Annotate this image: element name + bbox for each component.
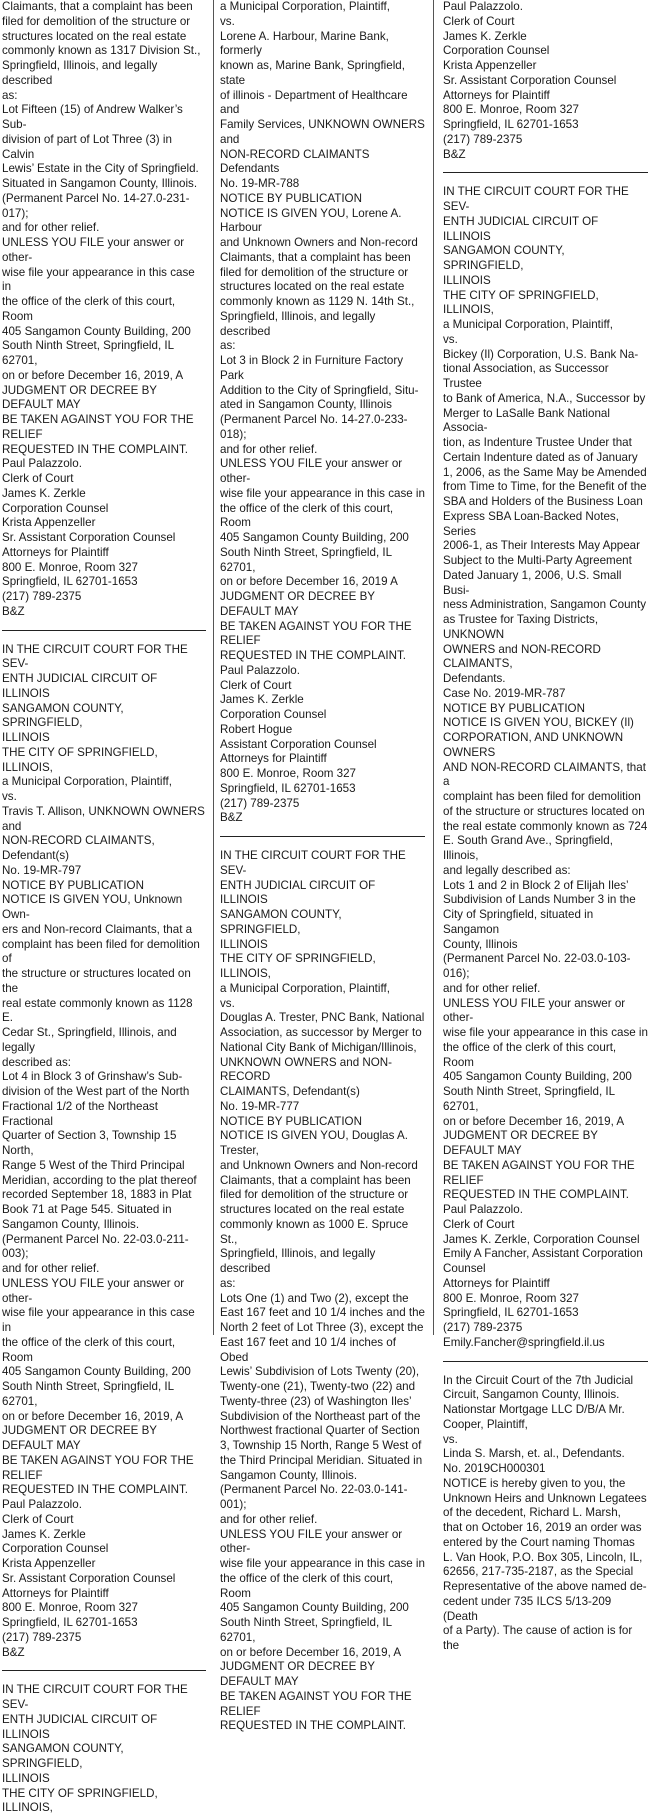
column-divider bbox=[213, 0, 214, 1335]
notice-text: a Municipal Corporation, Plaintiff, vs. Lorene A. Harbour, Marine Bank, formerly known as, Marine Bank, Springfield, state of illinois - Department of Healthcare and Family Services, UNKNOWN OWNERS and NON-RECORD CLAIMANTS Defendants No. 19-MR-788 NOTICE BY PUBLICATION NOTICE IS GIVEN YOU, Lorene A. Harbour and Unknown Owners and Non-record Claimants, that a complaint has been filed for demolition of the structure or structures located on the real estate commonly known as 1129 N. 14th St., Springfield, Illinois, and legally described as: Lot 3 in Block 2 in Furniture Factory Park Addition to the City of Springfield, Situ- ated in Sangamon County, Illinois (Permanent Parcel No. 14-27.0-233- 018); and for other relief. UNLESS YOU FILE your answer or other- wise file your appearance in this case in the office of the clerk of this court, Room 405 Sangamon County Building, 200 South Ninth Street, Springfield, IL 62701, on or before December 16, 2019 A JUDGMENT OR DECREE BY DEFAULT MAY BE TAKEN AGAINST YOU FOR THE RELIEF REQUESTED IN THE COMPLAINT. Paul Palazzolo. Clerk of Court James K. Zerkle Corporation Counsel Robert Hogue Assistant Corporation Counsel Attorneys for Plaintiff 800 E. Monroe, Room 327 Springfield, IL 62701-1653 (217) 789-2375 B&Z bbox=[220, 0, 425, 825]
notice-text: IN THE CIRCUIT COURT FOR THE SEV- ENTH JUDICIAL CIRCUIT OF ILLINOIS SANGAMON COUNTY, SPRINGFIELD, ILLINOIS THE CITY OF SPRINGFIELD, ILLINOIS, a Municipal Corporation, Plaintiff, vs. Bickey (Il) Corporation, U.S. Bank Na- tional Association, as Successor Trustee to Bank of America, N.A., Successor by Merger to LaSalle Bank National Associa- tion, as Indenture Trustee Under that Certain Indenture dated as of January 1, 2006, as the Same May be Amended from Time to Time, for the Benefit of the SBA and Holders of the Business Loan Express SBA Loan-Backed Notes, Series 2006-1, as Their Interests May Appear Subject to the Multi-Party Agreement Dated January 1, 2006, U.S. Small Busi- ness Administration, Sangamon County as Trustee for Taxing Districts, UNKNOWN OWNERS and NON-RECORD CLAIMANTS, Defendants. Case No. 2019-MR-787 NOTICE BY PUBLICATION NOTICE IS GIVEN YOU, BICKEY (Il) CORPORATION, AND UNKNOWN OWNERS AND NON-RECORD CLAIMANTS, that a complaint has been filed for demolition of the structure or structures located on the real estate commonly known as 724 E. South Grand Ave., Springfield, Illinois, and legally described as: Lots 1 and 2 in Block 2 of Elijah Iles’ Subdivision of Lands Number 3 in the City of Springfield, situated in Sangamon County, Illinois (Permanent Parcel No. 22-03.0-103- 016); and for other relief. UNLESS YOU FILE your answer or other- wise file your appearance in this case in the office of the clerk of this court, Room 405 Sangamon County Building, 200 South Ninth Street, Springfield, IL 62701, on or before December 16, 2019, A JUDGMENT OR DECREE BY DEFAULT MAY BE TAKEN AGAINST YOU FOR THE RELIEF REQUESTED IN THE COMPLAINT. Paul Palazzolo. Clerk of Court James K. Zerkle, Corporation Counsel Emily A Fancher, Assistant Corporation Counsel Attorneys for Plaintiff 800 E. Monroe, Room 327 Springfield, IL 62701-1653 (217) 789-2375 Emily.Fancher@springfield.il.us bbox=[443, 185, 648, 1349]
notice-text: IN THE CIRCUIT COURT FOR THE SEV- ENTH JUDICIAL CIRCUIT OF ILLINOIS SANGAMON COUNTY, SPRINGFIELD, ILLINOIS THE CITY OF SPRINGFIELD, ILLINOIS, bbox=[2, 1683, 188, 1815]
notice-separator bbox=[443, 172, 648, 173]
notice-2019ch000301 bbox=[443, 1374, 648, 1654]
notice-separator bbox=[2, 1670, 206, 1671]
notice-text: Paul Palazzolo. Clerk of Court James K. Zerkle Corporation Counsel Krista Appenzeller Sr. Assistant Corporation Counsel Attorneys for Plaintiff 800 E. Monroe, Room 327 Springfield, IL 62701-1653 (217) 789-2375 B&Z bbox=[443, 0, 617, 161]
notice-text: In the Circuit Court of the 7th Judicial Circuit, Sangamon County, Illinois. Nationstar Mortgage LLC D/B/A Mr. Cooper, Plaintiff, vs. Linda S. Marsh, et. al., Defendants. No. 2019CH000301 NOTICE is hereby given to you, the Unknown Heirs and Unknown Legatees of the decedent, Richard L. Marsh, that on October 16, 2019 an order was entered by the Court naming Thomas L. Van Hook, P.O. Box 305, Lincoln, IL, 62656, 217-735-2187, as the Special Representative of the above named de- cedent under 735 ILCS 5/13-209 (Death of a Party). The cause of action is for the bbox=[443, 1373, 647, 1652]
notice-separator bbox=[220, 836, 425, 837]
notice-continued-1317-division bbox=[2, 0, 206, 620]
column-3 bbox=[443, 0, 648, 1652]
notice-2019-mr-787 bbox=[443, 185, 648, 1350]
column-1 bbox=[2, 0, 206, 1815]
notice-text: IN THE CIRCUIT COURT FOR THE SEV- ENTH JUDICIAL CIRCUIT OF ILLINOIS SANGAMON COUNTY, SPRINGFIELD, ILLINOIS THE CITY OF SPRINGFIELD, ILLINOIS, a Municipal Corporation, Plaintiff, vs. Travis T. Allison, UNKNOWN OWNERS and NON-RECORD CLAIMANTS, Defendant(s) No. 19-MR-797 NOTICE BY PUBLICATION NOTICE IS GIVEN YOU, Unknown Own- ers and Non-record Claimants, that a complaint has been filed for demolition of the structure or structures located on the real estate commonly known as 1128 E. Cedar St., Springfield, Illinois, and legally described as: Lot 4 in Block 3 of Grinshaw’s Sub- division of the West part of the North Fractional 1/2 of the Northeast Fractional Quarter of Section 3, Township 15 North, Range 5 West of the Third Principal Meridian, according to the plat thereof recorded September 18, 1883 in Plat Book 71 at Page 545. Situated in Sangamon County, Illinois. (Permanent Parcel No. 22-03.0-211- 003); and for other relief. UNLESS YOU FILE your answer or other- wise file your appearance in this case in the office of the clerk of this court, Room 405 Sangamon County Building, 200 South Ninth Street, Springfield, IL 62701, on or before December 16, 2019, A JUDGMENT OR DECREE BY DEFAULT MAY BE TAKEN AGAINST YOU FOR THE RELIEF REQUESTED IN THE COMPLAINT. Paul Palazzolo. Clerk of Court James K. Zerkle Corporation Counsel Krista Appenzeller Sr. Assistant Corporation Counsel Attorneys for Plaintiff 800 E. Monroe, Room 327 Springfield, IL 62701-1653 (217) 789-2375 B&Z bbox=[2, 642, 205, 1659]
notice-separator bbox=[443, 1361, 648, 1362]
column-divider bbox=[433, 0, 434, 1335]
notice-19-mr-788 bbox=[220, 0, 425, 826]
notice-signature-continued bbox=[443, 0, 648, 162]
notice-19-mr-797 bbox=[2, 643, 206, 1661]
notice-19-mr-777 bbox=[220, 849, 425, 1734]
notice-separator bbox=[2, 630, 206, 631]
notice-header-continued bbox=[2, 1683, 206, 1816]
notice-text: IN THE CIRCUIT COURT FOR THE SEV- ENTH JUDICIAL CIRCUIT OF ILLINOIS SANGAMON COUNTY, SPRINGFIELD, ILLINOIS THE CITY OF SPRINGFIELD, ILLINOIS, a Municipal Corporation, Plaintiff, vs. Douglas A. Trester, PNC Bank, National Association, as successor by Merger to National City Bank of Michigan/Illinois, UNKNOWN OWNERS and NON-RECORD CLAIMANTS, Defendant(s) No. 19-MR-777 NOTICE BY PUBLICATION NOTICE IS GIVEN YOU, Douglas A. Trester, and Unknown Owners and Non-record Claimants, that a complaint has been filed for demolition of the structure or structures located on the real estate commonly known as 1000 E. Spruce St., Springfield, Illinois, and legally described as: Lots One (1) and Two (2), except the East 167 feet and 10 1/4 inches and the North 2 feet of Lot Three (3), except the East 167 feet and 10 1/4 inches of Obed Lewis’ Subdivision of Lots Twenty (20), Twenty-one (21), Twenty-two (22) and Twenty-three (23) of Washington Iles’ Subdivision of the Northeast part of the Northwest fractional Quarter of Section 3, Township 15 North, Range 5 West of the Third Principal Meridian. Situated in Sangamon County, Illinois. (Permanent Parcel No. 22-03.0-141- 001); and for other relief. UNLESS YOU FILE your answer or other- wise file your appearance in this case in the office of the clerk of this court, Room 405 Sangamon County Building, 200 South Ninth Street, Springfield, IL 62701, on or before December 16, 2019, A JUDGMENT OR DECREE BY DEFAULT MAY BE TAKEN AGAINST YOU FOR THE RELIEF REQUESTED IN THE COMPLAINT. bbox=[220, 849, 425, 1733]
notice-text: Claimants, that a complaint has been filed for demolition of the structure or structures located on the real estate commonly known as 1317 Division St., Springfield, Illinois, and legally described as: Lot Fifteen (15) of Andrew Walker’s Sub- division of part of Lot Three (3) in Calvin Lewis’ Estate in the City of Springfield. Situated in Sangamon County, Illinois. (Permanent Parcel No. 14-27.0-231- 017); and for other relief. UNLESS YOU FILE your answer or other- wise file your appearance in this case in the office of the clerk of this court, Room 405 Sangamon County Building, 200 South Ninth Street, Springfield, IL 62701, on or before December 16, 2019, A JUDGMENT OR DECREE BY DEFAULT MAY BE TAKEN AGAINST YOU FOR THE RELIEF REQUESTED IN THE COMPLAINT. Paul Palazzolo. Clerk of Court James K. Zerkle Corporation Counsel Krista Appenzeller Sr. Assistant Corporation Counsel Attorneys for Plaintiff 800 E. Monroe, Room 327 Springfield, IL 62701-1653 (217) 789-2375 B&Z bbox=[2, 0, 201, 618]
column-2 bbox=[220, 0, 425, 1733]
